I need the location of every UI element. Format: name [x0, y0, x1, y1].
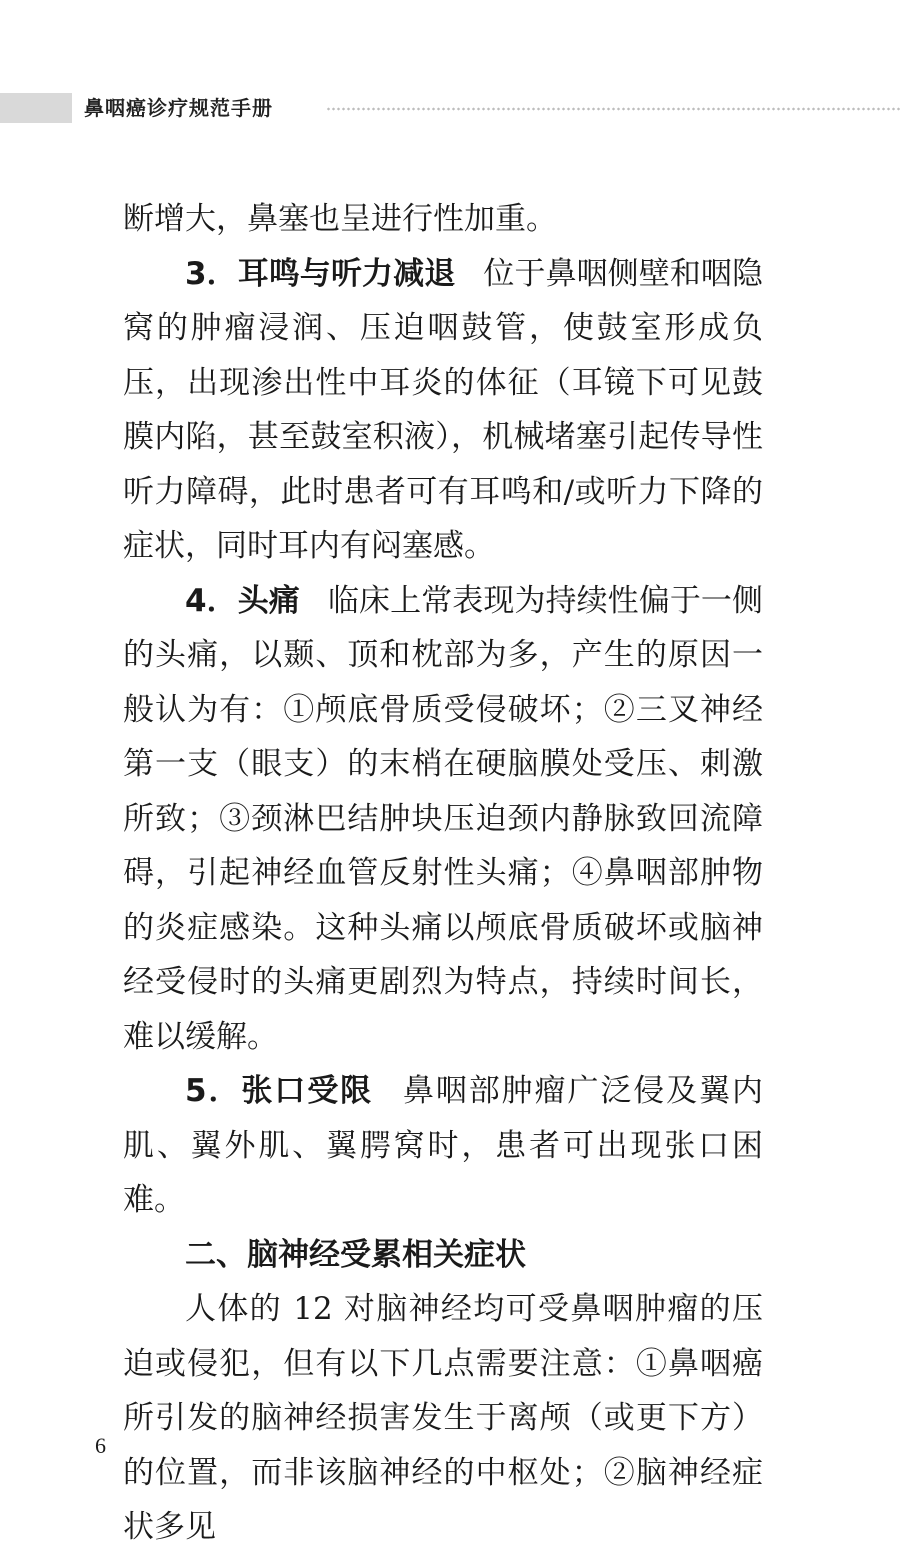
paragraph-trismus-body: 鼻咽部肿瘤广泛侵及翼内肌、翼外肌、翼腭窝时，患者可出现张口困难。 — [123, 1073, 763, 1218]
paragraph-trismus — [123, 1064, 763, 1228]
paragraph-tinnitus — [123, 247, 763, 574]
paragraph-continuation: 断增大，鼻塞也呈进行性加重。 — [123, 201, 557, 237]
paragraph-cranial-nerves: 人体的 12 对脑神经均可受鼻咽肿瘤的压迫或侵犯，但有以下几点需要注意：①鼻咽癌所引发的脑神经损害发生于离颅（或更下方）的位置，而非该脑神经的中枢处；②脑神经症状多见 — [123, 1291, 763, 1545]
subheading-headache: 4．头痛 — [185, 582, 300, 619]
subheading-trismus: 5．张口受限 — [185, 1073, 374, 1109]
paragraph-headache-body: 临床上常表现为持续性偏于一侧的头痛，以颞、顶和枕部为多，产生的原因一般认为有：①颅底骨质受侵破坏；②三叉神经第一支（眼支）的末梢在硬脑膜处受压、刺激所致；③颈淋巴结肿块压迫颈内静脉致回流障碍，引起神经血管反射性头痛；④鼻咽部肿物的炎症感染。这种头痛以颅底骨质破坏或脑神经受侵时的头痛更剧烈为特点，持续时间长，难以缓解。 — [123, 582, 763, 1055]
running-header-title: 鼻咽癌诊疗规范手册 — [84, 96, 273, 120]
header-decor-bar — [0, 93, 72, 123]
section-heading: 二、脑神经受累相关症状 — [185, 1236, 526, 1273]
body-text — [123, 192, 763, 1555]
subheading-tinnitus: 3．耳鸣与听力减退 — [185, 255, 456, 292]
paragraph-tinnitus-body: 位于鼻咽侧壁和咽隐窝的肿瘤浸润、压迫咽鼓管，使鼓室形成负压，出现渗出性中耳炎的体征（耳镜下可见鼓膜内陷，甚至鼓室积液），机械堵塞引起传导性听力障碍，此时患者可有耳鸣和/或听力下降的症状，同时耳内有闷塞感。 — [123, 255, 763, 564]
header-dotted-rule — [326, 106, 900, 112]
page-number: 6 — [95, 1433, 106, 1458]
paragraph-headache — [123, 574, 763, 1065]
